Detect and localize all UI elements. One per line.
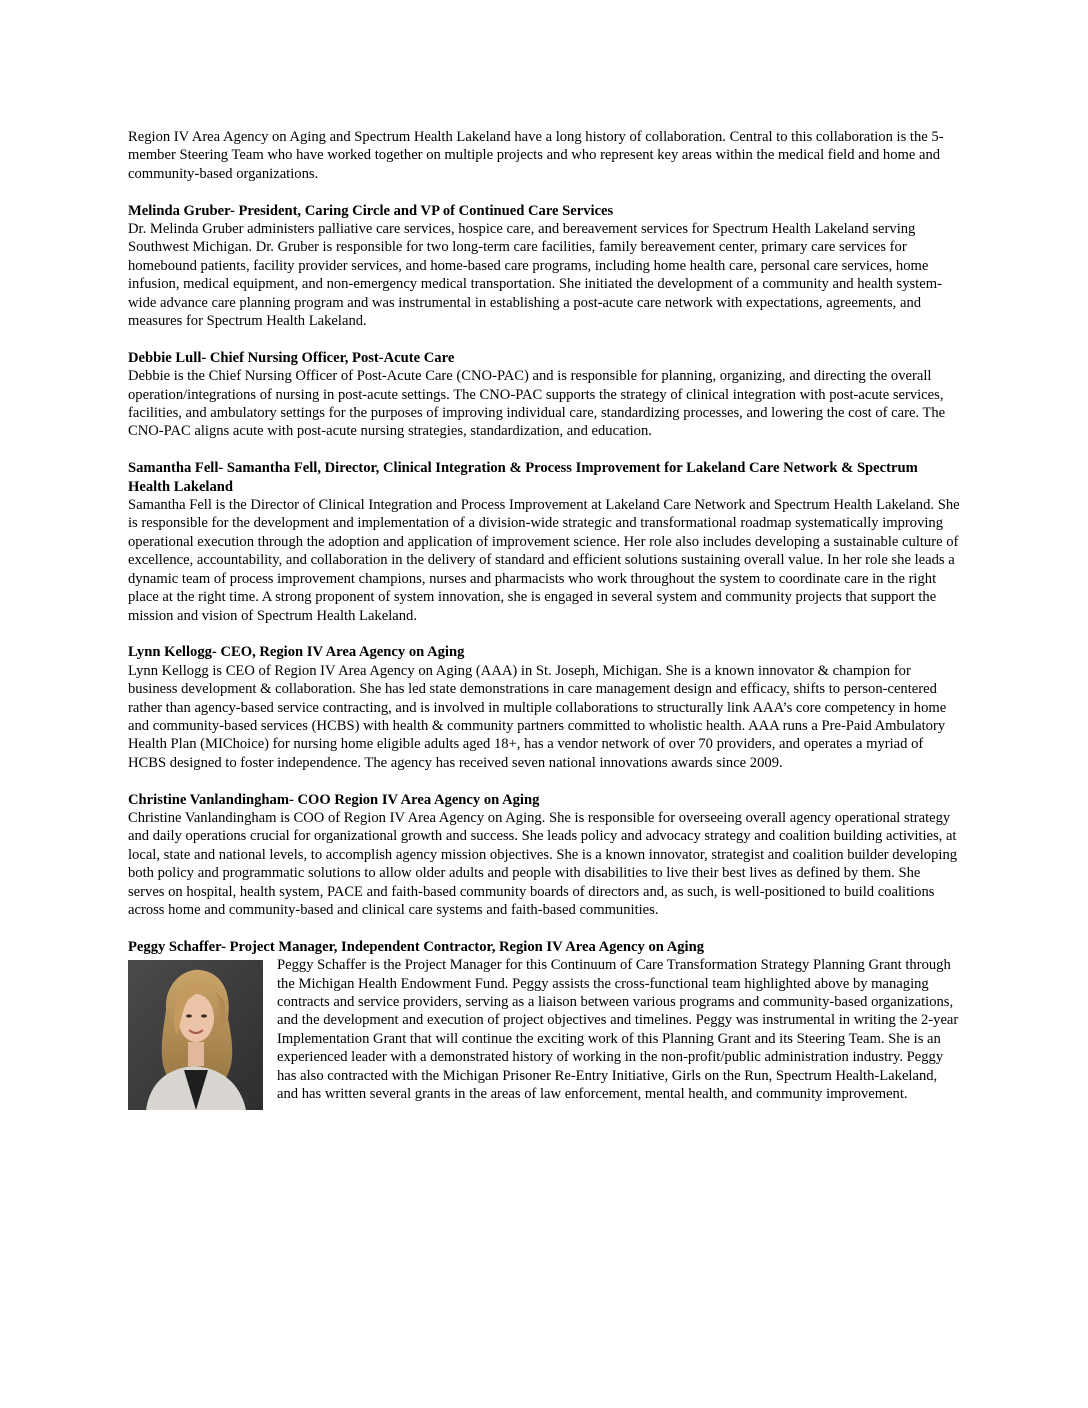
member-bio: Peggy Schaffer is the Project Manager for this Continuum of Care Transformation Strategy Planning Grant through the Michigan Health Endowment Fund. Peggy assists the cross-functional team highlighted above by managing contracts and service providers, serving as a liaison between various programs and community-based organizations, and the development and execution of project objectives and timelines. Peggy was instrumental in writing the 2-year Implementation Grant that will continue the exciting work of this Planning Grant and its Steering Team. She is an experienced leader with a demonstrated history of working in the non-profit/public administration industry. Peggy has also contracted with the Michigan Prisoner Re-Entry Initiative, Girls on the Run, Spectrum Health-Lakeland, and has written several grants in the areas of law enforcement, mental health, and community improvement. [277, 957, 959, 1103]
intro-paragraph: Region IV Area Agency on Aging and Spectrum Health Lakeland have a long history of collaboration. Central to this collaboration is the 5-member Steering Team who have worked together on multiple projects and who represent key areas within the medical field and home and community-based organizations. [128, 129, 944, 182]
member-heading: Peggy Schaffer- Project Manager, Independent Contractor, Region IV Area Agency on Aging [128, 938, 705, 955]
member-bio: Lynn Kellogg is CEO of Region IV Area Agency on Aging (AAA) in St. Joseph, Michigan. She is a known innovator & champion for business development & collaboration. She has led state demonstrations in care management design and efficacy, shifts to person-centered rather than agency-based service contracting, and is involved in multiple collaborations to structurally link AAA’s core competency in home and community-based services (HCBS) with health & community partners committed to wholistic health. AAA runs a Pre-Paid Ambulatory Health Plan (MIChoice) for nursing home eligible adults aged 18+, has a vendor network of over 70 providers, and operates a myriad of HCBS designed to foster independence. The agency has received seven national innovations awards since 2009. [128, 662, 947, 771]
member-bio: Christine Vanlandingham is COO of Region IV Area Agency on Aging. She is responsible for overseeing overall agency operational strategy and daily operations crucial for organizational growth and success. She leads policy and advocacy strategy and coalition building activities, at local, state and national levels, to accomplish agency mission objectives. She is a known innovator, strategist and coalition builder developing both policy and programmatic solutions to allow older adults and people with disabilities to live their best lives as defined by them. She serves on hospital, health system, PACE and faith-based community boards of directors and, as such, is well-positioned to build coalitions across home and community-based and clinical care systems and faith-based communities. [128, 809, 958, 918]
member-section-kellogg [128, 643, 960, 772]
member-bio: Debbie is the Chief Nursing Officer of Post-Acute Care (CNO-PAC) and is responsible for planning, organizing, and directing the overall operation/integrations of nursing in post-acute settings. The CNO-PAC supports the strategy of clinical integration with post-acute services, facilities, and ambulatory settings for the purposes of improving individual care, standardizing processes, and lowering the cost of care. The CNO-PAC aligns acute with post-acute nursing strategies, standardization, and education. [128, 368, 946, 440]
member-heading: Debbie Lull- Chief Nursing Officer, Post-Acute Care [128, 349, 455, 366]
member-heading: Lynn Kellogg- CEO, Region IV Area Agency on Aging [128, 644, 465, 661]
member-bio: Samantha Fell is the Director of Clinical Integration and Process Improvement at Lakeland Care Network and Spectrum Health Lakeland. She is responsible for the development and implementation of a division-wide strategic and transformational roadmap systematically improving operational execution through the adoption and application of improvement science. Her role also includes developing a sustainable culture of excellence, accountability, and collaboration in the delivery of standard and efficient solutions sustaining overall value. In her role she leads a dynamic team of process improvement champions, nurses and pharmacists who work throughout the system to coordinate care in the right place at the right time. A strong proponent of system innovation, she is engaged in several system and community projects that support the mission and vision of Spectrum Health Lakeland. [128, 497, 960, 624]
member-heading: Samantha Fell- Samantha Fell, Director, Clinical Integration & Process Improvement for Lakeland Care Network & Spectrum Health Lakeland [128, 460, 918, 495]
member-section-fell [128, 459, 960, 625]
member-section-gruber [128, 202, 960, 331]
document-page [128, 128, 960, 1110]
member-heading: Melinda Gruber- President, Caring Circle and VP of Continued Care Services [128, 202, 614, 219]
member-section-lull [128, 349, 960, 441]
portrait-photo [128, 960, 263, 1110]
member-section-vanlandingham [128, 791, 960, 920]
member-heading: Christine Vanlandingham- COO Region IV Area Agency on Aging [128, 791, 540, 808]
member-section-schaffer [128, 938, 960, 1104]
member-bio: Dr. Melinda Gruber administers palliative care services, hospice care, and bereavement services for Spectrum Health Lakeland serving Southwest Michigan. Dr. Gruber is responsible for two long-term care facilities, family bereavement center, primary care services for homebound patients, facility provider services, and home-based care programs, including home health care, personal care services, home infusion, medical equipment, and non-emergency medical transportation. She initiated the development of a community and health system-wide advance care planning program and was instrumental in establishing a post-acute care network with expectations, agreements, and measures for Spectrum Health Lakeland. [128, 221, 942, 330]
